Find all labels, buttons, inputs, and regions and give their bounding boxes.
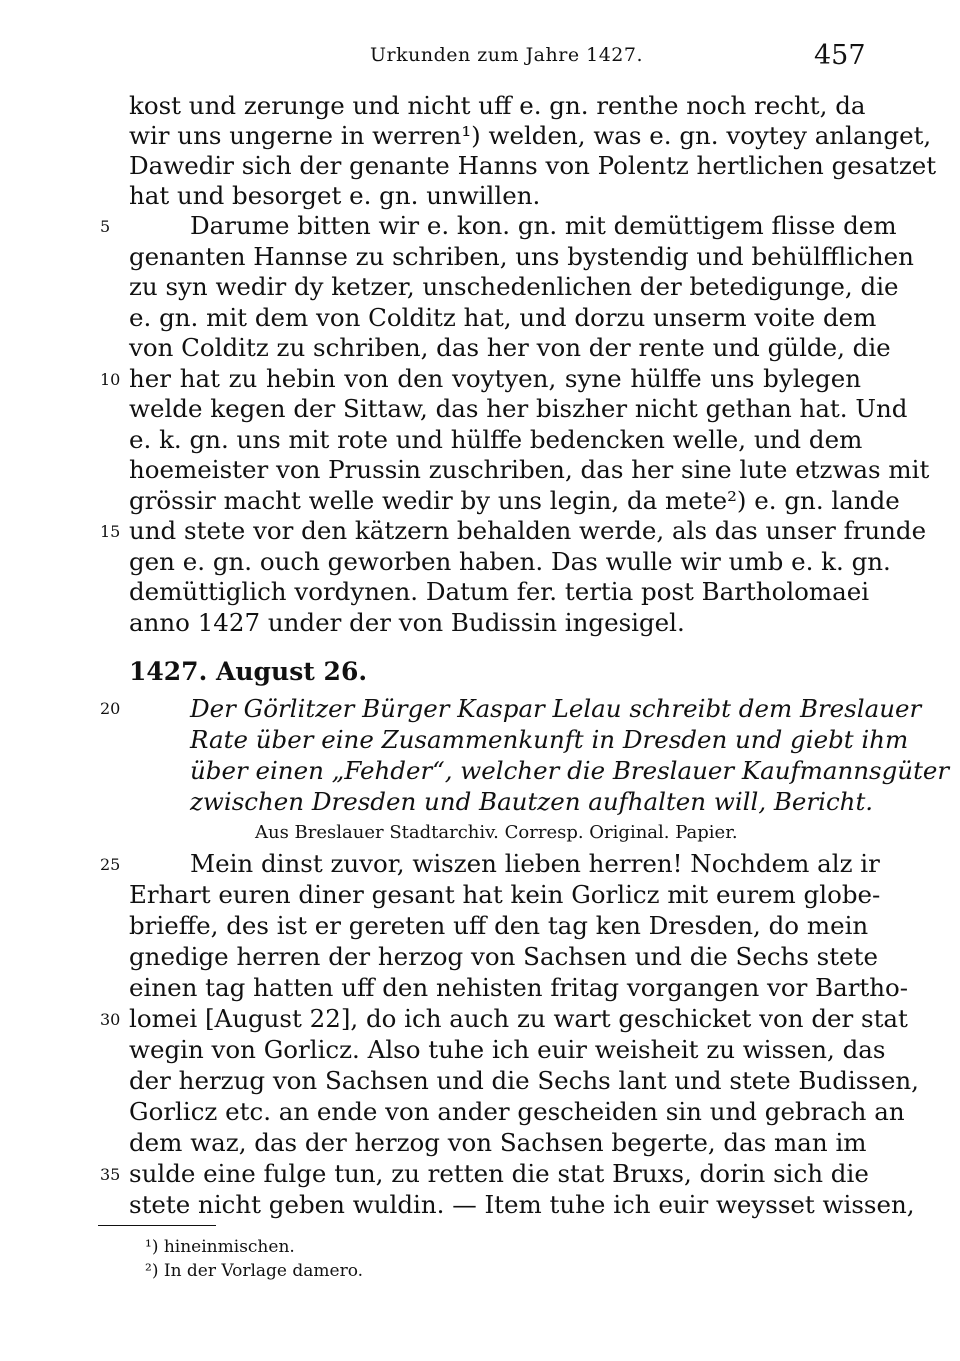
text-line: hat und besorget e. gn. unwillen. bbox=[129, 181, 541, 210]
line-number: 30 bbox=[100, 1010, 121, 1029]
text-line: genanten Hannse zu schriben, uns bystendig und behülfflichen bbox=[129, 242, 914, 271]
source-note: Aus Breslauer Stadtarchiv. Corresp. Original. Papier. bbox=[255, 822, 738, 843]
text-line: demüttiglich vordynen. Datum fer. tertia post Bartholomaei bbox=[129, 577, 870, 606]
text-line: e. k. gn. uns mit rote und hülffe bedencken welle, und dem bbox=[129, 425, 863, 454]
text-line: e. gn. mit dem von Colditz hat, und dorzu unserm voite dem bbox=[129, 303, 877, 332]
text-line: gen e. gn. ouch geworben haben. Das wulle wir umb e. k. gn. bbox=[129, 547, 891, 576]
footnote: ¹) hineinmischen. bbox=[145, 1237, 295, 1257]
text-line: Darume bitten wir e. kon. gn. mit demüttigem flisse dem bbox=[190, 211, 897, 240]
text-line: zu syn wedir dy ketzer, unschedenlichen der betedigunge, die bbox=[129, 272, 899, 301]
summary-line: über einen „Fehder“, welcher die Breslauer Kaufmannsgüter bbox=[190, 756, 950, 785]
text-line: hoemeister von Prussin zuschriben, das her sine lute etzwas mit bbox=[129, 455, 930, 484]
line-number: 10 bbox=[100, 370, 121, 389]
running-head: Urkunden zum Jahre 1427. bbox=[370, 44, 644, 66]
summary-line: Rate über eine Zusammenkunft in Dresden und giebt ihm bbox=[190, 725, 909, 754]
text-line: der herzug von Sachsen und die Sechs lant und stete Budissen, bbox=[129, 1066, 919, 1095]
text-line: brieffe, des ist er gereten uff den tag ken Dresden, do mein bbox=[129, 911, 869, 940]
text-line: wir uns ungerne in werren¹) welden, was e. gn. voytey anlanget, bbox=[129, 121, 932, 150]
page-number: 457 bbox=[814, 40, 866, 71]
text-line: einen tag hatten uff den nehisten fritag vorgangen vor Bartho- bbox=[129, 973, 909, 1002]
text-line: gnedige herren der herzog von Sachsen und die Sechs stete bbox=[129, 942, 878, 971]
text-line: Erhart euren diner gesant hat kein Gorlicz mit eurem globe- bbox=[129, 880, 881, 909]
text-line: von Colditz zu schriben, das her von der rente und gülde, die bbox=[129, 333, 891, 362]
text-line: lomei [August 22], do ich auch zu wart geschicket von der stat bbox=[129, 1004, 908, 1033]
summary-line: Der Görlitzer Bürger Kaspar Lelau schreibt dem Breslauer bbox=[190, 694, 922, 723]
text-line: und stete vor den kätzern behalden werde, als das unser frunde bbox=[129, 516, 927, 545]
text-line: stete nicht geben wuldin. — Item tuhe ich euir weysset wissen, bbox=[129, 1190, 915, 1219]
text-line: wegin von Gorlicz. Also tuhe ich euir weisheit zu wissen, das bbox=[129, 1035, 886, 1064]
footnote-divider bbox=[98, 1225, 216, 1226]
page-header bbox=[0, 40, 960, 76]
text-line: Dawedir sich der genante Hanns von Polentz hertlichen gesatzet bbox=[129, 151, 937, 180]
document-date-heading: 1427. August 26. bbox=[129, 657, 368, 686]
text-line: Gorlicz etc. an ende von ander gescheiden sin und gebrach an bbox=[129, 1097, 905, 1126]
line-number: 15 bbox=[100, 522, 121, 541]
text-line: Mein dinst zuvor, wiszen lieben herren! Nochdem alz ir bbox=[190, 849, 880, 878]
line-number: 25 bbox=[100, 855, 121, 874]
text-line: dem waz, das der herzog von Sachsen begerte, das man im bbox=[129, 1128, 867, 1157]
line-number: 5 bbox=[100, 217, 111, 236]
text-line: sulde eine fulge tun, zu retten die stat Bruxs, dorin sich die bbox=[129, 1159, 869, 1188]
line-number: 20 bbox=[100, 699, 121, 718]
text-line: kost und zerunge und nicht uff e. gn. renthe noch recht, da bbox=[129, 91, 866, 120]
text-line: her hat zu hebin von den voytyen, syne hülffe uns bylegen bbox=[129, 364, 861, 393]
line-number: 35 bbox=[100, 1165, 121, 1184]
summary-line: zwischen Dresden und Bautzen aufhalten will, Bericht. bbox=[190, 787, 874, 816]
text-line: welde kegen der Sittaw, das her biszher nicht gethan hat. Und bbox=[129, 394, 908, 423]
footnote: ²) In der Vorlage damero. bbox=[145, 1261, 364, 1281]
text-line: grössir macht welle wedir by uns legin, da mete²) e. gn. lande bbox=[129, 486, 900, 515]
text-line: anno 1427 under der von Budissin ingesigel. bbox=[129, 608, 685, 637]
